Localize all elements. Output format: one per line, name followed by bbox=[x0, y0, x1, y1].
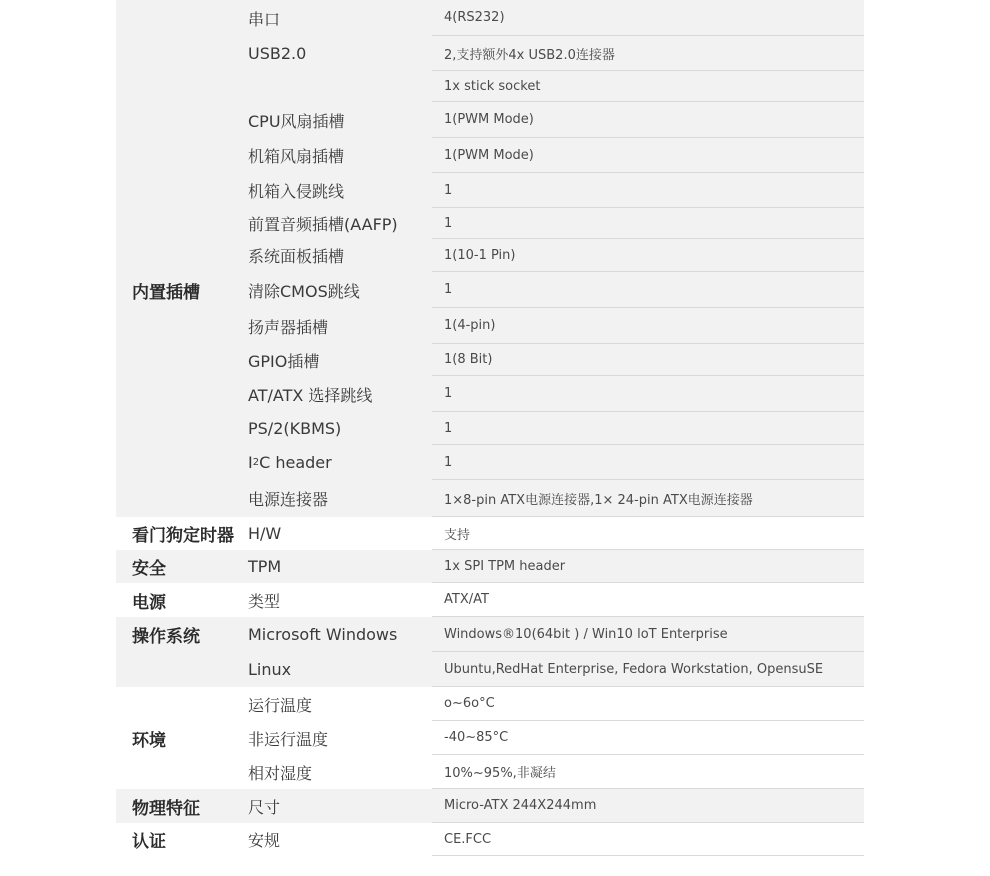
spec-label: 类型 bbox=[248, 591, 281, 611]
spec-label: TPM bbox=[248, 557, 282, 576]
spec-label: 串口 bbox=[248, 9, 281, 29]
category-label: 物理特征 bbox=[132, 798, 200, 819]
spec-value: 1(4-pin) bbox=[432, 308, 864, 344]
spec-value: Ubuntu,RedHat Enterprise, Fedora Workstation, OpensuSE bbox=[432, 652, 864, 687]
spec-value: 1 bbox=[432, 173, 864, 208]
table-row bbox=[116, 652, 864, 687]
table-row bbox=[116, 583, 864, 617]
table-row bbox=[116, 755, 864, 789]
spec-value: 1(10-1 Pin) bbox=[432, 239, 864, 272]
spec-value: 1 bbox=[432, 376, 864, 412]
spec-label: 尺寸 bbox=[248, 797, 281, 817]
table-row bbox=[116, 308, 864, 344]
table-row bbox=[116, 687, 864, 721]
table-row bbox=[116, 617, 864, 652]
category-label: 认证 bbox=[132, 832, 166, 852]
spec-value: ATX/AT bbox=[432, 583, 864, 617]
spec-value: 1 bbox=[432, 208, 864, 239]
table-row bbox=[116, 208, 864, 239]
spec-value: Windows®10(64bit ) / Win10 loT Enterprise bbox=[432, 617, 864, 652]
spec-label: Linux bbox=[248, 660, 292, 679]
spec-label: 前置音频插槽(AAFP) bbox=[248, 215, 398, 234]
table-row bbox=[116, 445, 864, 480]
spec-label: H/W bbox=[248, 524, 282, 543]
category-label: 环境 bbox=[132, 730, 166, 751]
category-label: 安全 bbox=[132, 559, 166, 579]
spec-label: 扬声器插槽 bbox=[248, 317, 329, 337]
table-row bbox=[116, 789, 864, 823]
spec-label: AT/ATX 选择跳线 bbox=[248, 385, 373, 405]
spec-value: 1(PWM Mode) bbox=[432, 138, 864, 173]
spec-value: 4(RS232) bbox=[432, 0, 864, 36]
spec-value: o~6o°C bbox=[432, 687, 864, 721]
table-row bbox=[116, 36, 864, 71]
spec-label: 机箱风扇插槽 bbox=[248, 147, 345, 166]
spec-label: 系统面板插槽 bbox=[248, 247, 345, 266]
table-row bbox=[116, 272, 864, 308]
spec-value: 1(8 Bit) bbox=[432, 344, 864, 376]
spec-label: 清除CMOS跳线 bbox=[248, 281, 360, 301]
table-row bbox=[116, 823, 864, 856]
spec-value: 支持 bbox=[432, 517, 864, 550]
spec-label: I 2 C header bbox=[248, 453, 332, 472]
spec-value: 1x stick socket bbox=[432, 71, 864, 102]
spec-value: 1(PWM Mode) bbox=[432, 102, 864, 138]
table-row bbox=[116, 0, 864, 36]
spec-value: 1 bbox=[432, 412, 864, 445]
spec-label: 运行温度 bbox=[248, 695, 313, 715]
table-row bbox=[116, 517, 864, 550]
table-row bbox=[116, 239, 864, 272]
spec-label: 相对湿度 bbox=[248, 763, 313, 783]
table-row bbox=[116, 376, 864, 412]
spec-value: 2,支持额外4x USB2.0连接器 bbox=[432, 36, 864, 71]
table-row bbox=[116, 173, 864, 208]
spec-label: 电源连接器 bbox=[248, 490, 329, 509]
spec-table bbox=[116, 0, 864, 856]
table-row bbox=[116, 344, 864, 376]
spec-label: 安规 bbox=[248, 831, 281, 850]
category-label: 看门狗定时器 bbox=[132, 526, 234, 546]
table-row bbox=[116, 71, 864, 102]
spec-label: 非运行温度 bbox=[248, 729, 329, 749]
spec-value: 1x SPI TPM header bbox=[432, 550, 864, 583]
table-row bbox=[116, 102, 864, 138]
table-row bbox=[116, 412, 864, 445]
spec-value: CE.FCC bbox=[432, 823, 864, 856]
spec-value: 1 bbox=[432, 272, 864, 308]
table-row bbox=[116, 138, 864, 173]
spec-value: 1 bbox=[432, 445, 864, 480]
spec-value: -40~85°C bbox=[432, 721, 864, 755]
table-row bbox=[116, 550, 864, 583]
spec-value: Micro-ATX 244X244mm bbox=[432, 789, 864, 823]
table-row bbox=[116, 721, 864, 755]
spec-label: PS/2(KBMS) bbox=[248, 419, 342, 438]
category-label: 电源 bbox=[132, 592, 166, 613]
spec-value: 1×8-pin ATX电源连接器,1× 24-pin ATX电源连接器 bbox=[432, 480, 864, 517]
category-label: 内置插槽 bbox=[116, 272, 248, 308]
spec-label: 机箱入侵跳线 bbox=[248, 182, 345, 201]
table-row bbox=[116, 480, 864, 517]
spec-label: CPU风扇插槽 bbox=[248, 111, 345, 131]
spec-label: USB2.0 bbox=[248, 44, 307, 63]
spec-value: 10%~95%,非凝结 bbox=[432, 755, 864, 789]
spec-label: GPIO插槽 bbox=[248, 351, 320, 371]
category-label: 操作系统 bbox=[132, 627, 200, 647]
spec-label: Microsoft Windows bbox=[248, 625, 398, 644]
